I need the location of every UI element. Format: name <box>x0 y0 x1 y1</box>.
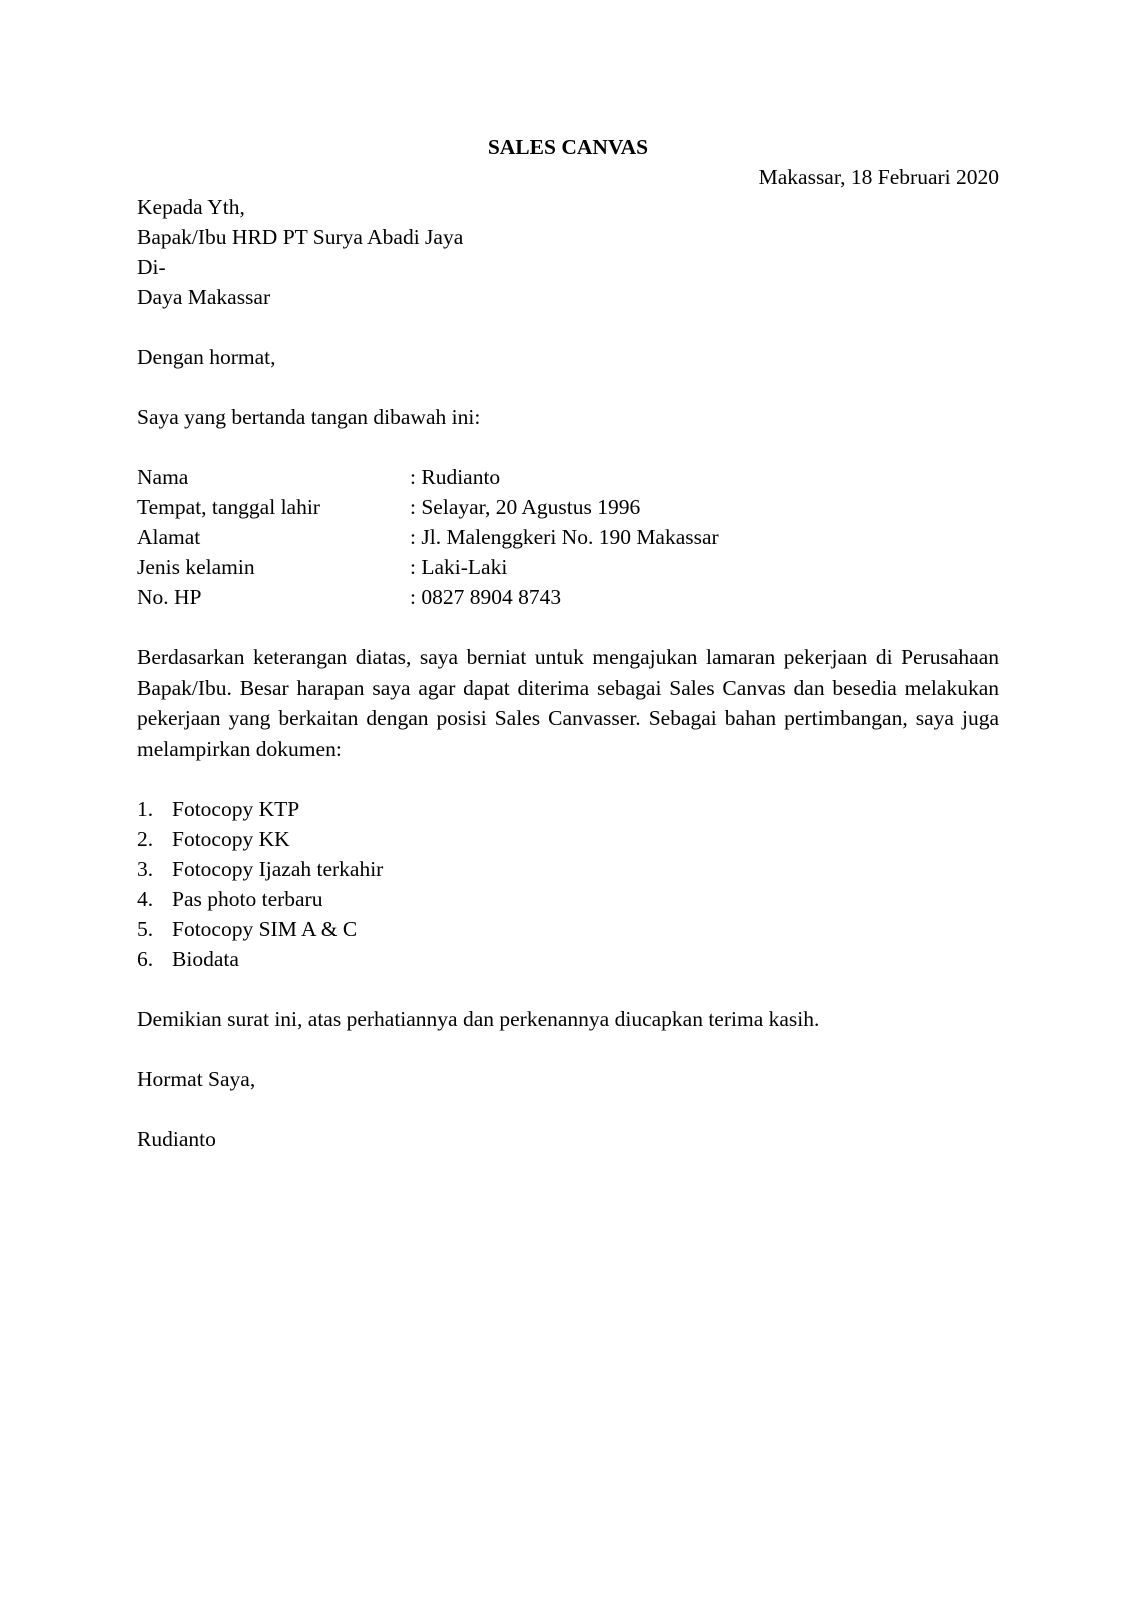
detail-row <box>137 582 999 612</box>
letter-date: Makassar, 18 Februari 2020 <box>758 165 999 189</box>
salutation: Dengan hormat, <box>137 345 276 369</box>
list-text: Pas photo terbaru <box>172 887 323 911</box>
list-text: Fotocopy Ijazah terkahir <box>172 857 384 881</box>
detail-label: Tempat, tanggal lahir <box>137 495 320 519</box>
detail-label: Alamat <box>137 525 201 549</box>
list-item <box>137 824 999 854</box>
list-number: 2. <box>137 827 154 851</box>
list-item <box>137 944 999 974</box>
list-number: 1. <box>137 797 154 821</box>
regards-text: Hormat Saya, <box>137 1067 256 1091</box>
detail-value: : Rudianto <box>410 465 501 489</box>
detail-value: : 0827 8904 8743 <box>410 585 562 609</box>
signature-name: Rudianto <box>137 1127 216 1151</box>
letter-title: SALES CANVAS <box>487 135 649 159</box>
list-item <box>137 914 999 944</box>
list-item <box>137 854 999 884</box>
list-text: Biodata <box>172 947 239 971</box>
recipient-line: Bapak/Ibu HRD PT Surya Abadi Jaya <box>137 225 464 249</box>
list-item <box>137 794 999 824</box>
recipient-line: Daya Makassar <box>137 285 271 309</box>
list-number: 4. <box>137 887 154 911</box>
detail-row <box>137 522 999 552</box>
detail-label: Nama <box>137 465 189 489</box>
closing-text: Demikian surat ini, atas perhatiannya dan perkenannya diucapkan terima kasih. <box>137 1007 820 1031</box>
intro-text: Saya yang bertanda tangan dibawah ini: <box>137 405 481 429</box>
recipient-line: Di- <box>137 255 166 279</box>
list-number: 5. <box>137 917 154 941</box>
list-text: Fotocopy KK <box>172 827 290 851</box>
detail-value: : Selayar, 20 Agustus 1996 <box>410 495 641 519</box>
list-text: Fotocopy KTP <box>172 797 300 821</box>
list-item <box>137 884 999 914</box>
detail-label: Jenis kelamin <box>137 555 255 579</box>
letter-page <box>137 132 999 1154</box>
detail-row <box>137 552 999 582</box>
detail-label: No. HP <box>137 585 202 609</box>
body-paragraph: Berdasarkan keterangan diatas, saya berniat untuk mengajukan lamaran pekerjaan di Perusahaan Bapak/Ibu. Besar harapan saya agar dapat diterima sebagai Sales Canvas dan besedia melakukan pekerjaan yang berkaitan dengan posisi Sales Canvasser. Sebagai bahan pertimbangan, saya juga melampirkan dokumen: <box>137 645 999 761</box>
attachment-list <box>137 794 999 974</box>
recipient-line: Kepada Yth, <box>137 195 245 219</box>
detail-value: : Laki-Laki <box>410 555 508 579</box>
list-number: 6. <box>137 947 154 971</box>
recipient-block <box>137 192 999 312</box>
personal-details <box>137 462 999 612</box>
detail-value: : Jl. Malenggkeri No. 190 Makassar <box>410 525 719 549</box>
detail-row <box>137 462 999 492</box>
detail-row <box>137 492 999 522</box>
list-number: 3. <box>137 857 154 881</box>
list-text: Fotocopy SIM A & C <box>172 917 358 941</box>
